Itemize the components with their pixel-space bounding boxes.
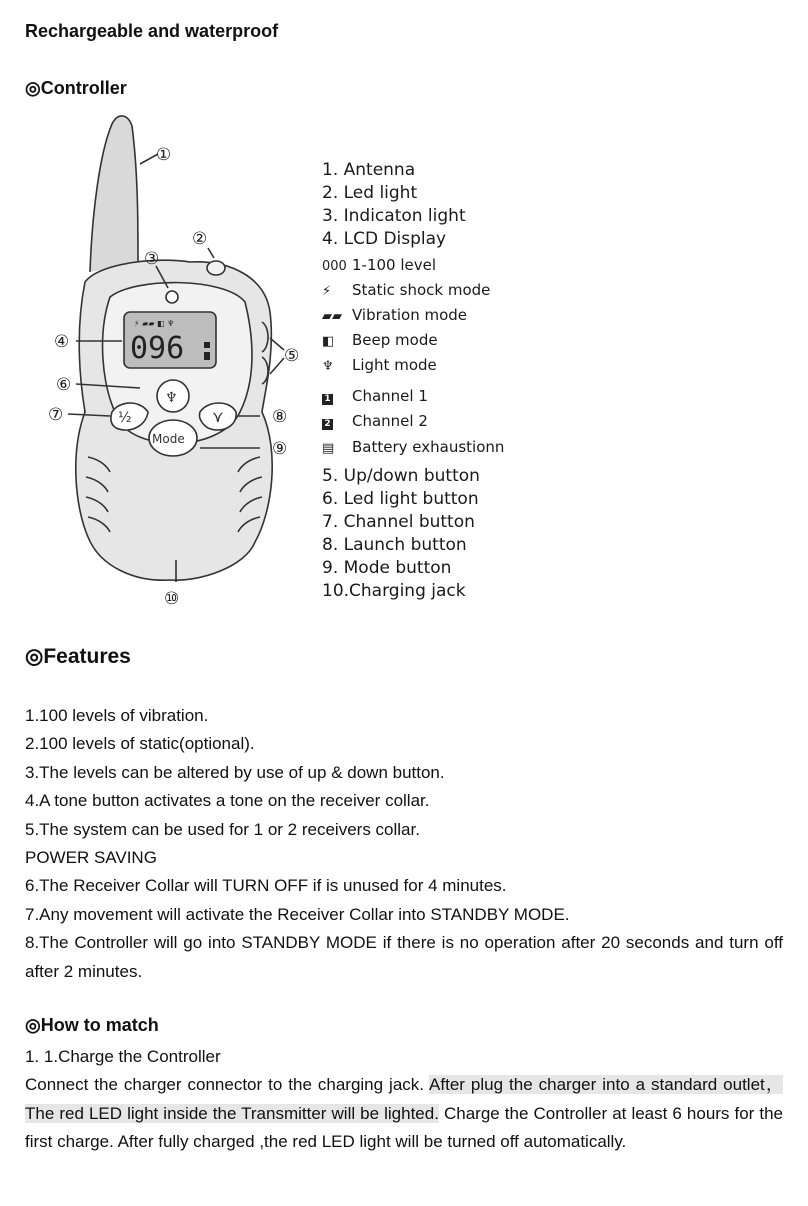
callout-4: ④	[54, 332, 70, 352]
feature-item: 8.The Controller will go into STANDBY MODE if there is no operation after 20 seconds and turn off after 2 minutes.	[25, 933, 783, 981]
legend-item: 4. LCD Display	[322, 229, 447, 249]
feature-item: 1.100 levels of vibration.	[25, 706, 209, 725]
legend-sub-item: ▰▰ Vibration mode	[322, 306, 468, 324]
vibration-icon: ▰▰	[322, 309, 342, 324]
svg-text:⋎: ⋎	[212, 407, 224, 426]
feature-item: 5.The system can be used for 1 or 2 receivers collar.	[25, 819, 420, 839]
channel-button-label: ½	[118, 410, 132, 426]
feature-item: 7.Any movement will activate the Receiver Collar into STANDBY MODE.	[25, 904, 570, 924]
level-icon: 000	[322, 259, 347, 274]
legend-sub-item: ◧ Beep mode	[322, 331, 438, 349]
callout-10: ⑩	[164, 589, 180, 609]
features-heading: ◎Features	[25, 645, 131, 668]
callout-7: ⑦	[48, 405, 64, 425]
callout-3: ③	[144, 249, 160, 269]
callout-6: ⑥	[56, 375, 72, 395]
legend-item: 7. Channel button	[322, 512, 475, 532]
legend-item: 1. Antenna	[322, 160, 416, 180]
callout-8: ⑧	[272, 407, 288, 427]
match-step: 1. 1.Charge the Controller	[25, 1047, 221, 1066]
light-icon: ♆	[322, 359, 334, 374]
controller-diagram	[40, 112, 310, 612]
legend-item: 3. Indicaton light	[322, 206, 466, 226]
legend-item: 2. Led light	[322, 183, 418, 203]
svg-text:♆: ♆	[165, 390, 178, 406]
callout-9: ⑨	[272, 439, 288, 459]
legend-sub-item: ♆ Light mode	[322, 356, 437, 374]
power-saving-subheading: POWER SAVING	[25, 848, 157, 868]
legend-sub-item: 000 1-100 level	[322, 256, 437, 274]
lcd-digits: 096	[130, 331, 185, 366]
legend-item: 6. Led light button	[322, 489, 479, 509]
legend-sub-item: 1 Channel 1	[322, 387, 428, 405]
page-title: Rechargeable and waterproof	[25, 21, 279, 41]
legend-sub-item: ⚡ Static shock mode	[322, 281, 491, 299]
callout-1: ①	[156, 145, 172, 165]
channel-2-icon: 2	[322, 419, 333, 430]
legend-item: 9. Mode button	[322, 558, 452, 578]
match-section	[25, 1043, 783, 1157]
feature-item: 6.The Receiver Collar will TURN OFF if is unused for 4 minutes.	[25, 876, 507, 896]
channel-1-icon: 1	[322, 394, 333, 405]
callout-5: ⑤	[284, 346, 300, 366]
match-heading: ◎How to match	[25, 1015, 159, 1035]
battery-icon: ▤	[322, 441, 335, 456]
svg-text:⚡ ▰▰ ◧ ♆: ⚡ ▰▰ ◧ ♆	[134, 319, 175, 328]
highlighted-text: After plug the charger into a standard outlet， The red LED light inside the Transmitter will be lighted.	[25, 1075, 783, 1123]
feature-item: 2.100 levels of static(optional).	[25, 734, 255, 754]
features-list	[25, 702, 783, 986]
legend-item: 8. Launch button	[322, 535, 467, 555]
match-paragraph: Connect the charger connector to the charging jack. After plug the charger into a standard outlet， The red LED light inside the Transmitter will be lighted. Charge the Controller at least 6 hours for the first charge. After fully charged ,the red LED light will be turned off automatically.	[25, 1075, 783, 1152]
mode-button-label: Mode	[152, 432, 185, 446]
callout-2: ②	[192, 229, 208, 249]
beep-icon: ◧	[322, 334, 335, 349]
feature-item: 4.A tone button activates a tone on the receiver collar.	[25, 791, 430, 811]
legend-item: 10.Charging jack	[322, 581, 466, 601]
shock-icon: ⚡	[322, 284, 332, 299]
legend-sub-item: ▤ Battery exhaustionn	[322, 438, 505, 456]
feature-item: 3.The levels can be altered by use of up & down button.	[25, 762, 445, 782]
controller-heading: ◎Controller	[25, 78, 127, 98]
legend-sub-item: 2 Channel 2	[322, 412, 428, 430]
legend-item: 5. Up/down button	[322, 466, 480, 486]
